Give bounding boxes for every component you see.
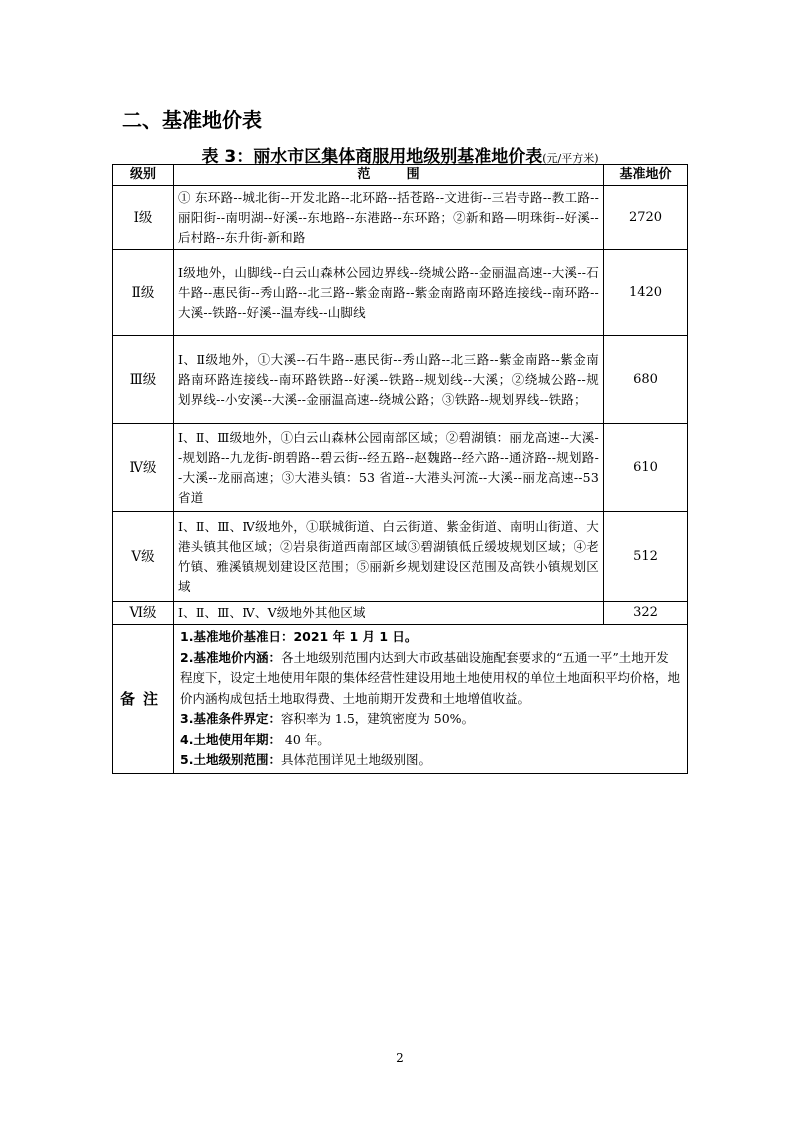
price-cell: 322: [604, 602, 688, 625]
note-text: 40 年。: [280, 731, 330, 747]
header-level: 级别: [113, 165, 174, 186]
table-row: [113, 336, 688, 424]
note-label: 4.土地使用年期：: [180, 731, 281, 747]
table-row: [113, 512, 688, 602]
table-unit: (元/平方米): [542, 152, 599, 165]
notes-row: [113, 625, 688, 774]
note-text: 具体范围详见土地级别图。: [280, 752, 431, 767]
header-price: 基准地价: [604, 165, 688, 186]
note-item: [180, 750, 681, 771]
section-title: 二、基准地价表: [122, 108, 262, 132]
price-cell: 512: [604, 512, 688, 602]
note-label: 3.基准条件界定：: [180, 711, 281, 726]
page-number: 2: [396, 1051, 404, 1065]
note-item: [180, 709, 681, 730]
note-item: [180, 730, 681, 751]
scope-cell: Ⅰ级地外，山脚线--白云山森林公园边界线--绕城公路--金丽温高速--大溪--石牛路--惠民街--秀山路--北三路--紫金南路--紫金南路南环路连接线--南环路--大溪--铁路--好溪--温寿线--山脚线: [174, 250, 604, 336]
level-cell: Ⅰ级: [113, 186, 174, 250]
level-cell: Ⅱ级: [113, 250, 174, 336]
note-text: 各土地级别范围内达到大市政基础设施配套要求的“五通一平”土地开发程度下，设定土地使用年限的集体经营性建设用地土地使用权的单位土地面积平均价格，地价内涵构成包括土地取得费、土地前期开发费和土地增值收益。: [180, 649, 681, 706]
table-row: [113, 250, 688, 336]
note-label: 2.基准地价内涵：: [180, 649, 281, 665]
level-cell: Ⅵ级: [113, 602, 174, 625]
note-label: 1.基准地价基准日：2021 年 1 月 1 日。: [180, 629, 418, 644]
note-text: 容积率为 1.5，建筑密度为 50%。: [280, 711, 475, 726]
note-item: [180, 627, 681, 648]
header-scope: 范 围: [174, 165, 604, 186]
scope-cell: Ⅰ、Ⅱ、Ⅲ、Ⅳ级地外，①联城街道、白云街道、紫金街道、南明山街道、大港头镇其他区域；②岩泉街道西南部区域③碧湖镇低丘缓坡规划区域；④老竹镇、雅溪镇规划建设区范围；⑤丽新乡规划建设区范围及高铁小镇规划区域: [174, 512, 604, 602]
note-label: 5.土地级别范围：: [180, 752, 281, 767]
scope-cell: Ⅰ、Ⅱ、Ⅲ级地外，①白云山森林公园南部区域；②碧湖镇：丽龙高速--大溪--规划路--九龙街-朗碧路--碧云街--经五路--赵魏路--经六路--通济路--规划路--大溪--龙丽高速；③大港头镇：53 省道--大港头河流--大溪--丽龙高速--53 省道: [174, 424, 604, 512]
table-row: [113, 186, 688, 250]
price-cell: 680: [604, 336, 688, 424]
table-title-text: 表 3：丽水市区集体商服用地级别基准地价表: [201, 147, 543, 167]
notes-cell: [174, 625, 688, 774]
price-cell: 2720: [604, 186, 688, 250]
level-cell: Ⅳ级: [113, 424, 174, 512]
note-item: [180, 648, 681, 710]
level-cell: Ⅲ级: [113, 336, 174, 424]
table-row: [113, 424, 688, 512]
scope-cell: ① 东环路--城北街--开发北路--北环路--括苍路--文进街--三岩寺路--教工路--丽阳街--南明湖--好溪--东地路--东港路--东环路；②新和路—明珠街--好溪--后村路--东升街-新和路: [174, 186, 604, 250]
price-cell: 1420: [604, 250, 688, 336]
table-row: [113, 602, 688, 625]
price-cell: 610: [604, 424, 688, 512]
notes-header: 备注: [113, 625, 174, 774]
land-price-table: [112, 164, 688, 774]
table-header-row: [113, 165, 688, 186]
scope-cell: Ⅰ、Ⅱ、Ⅲ、Ⅳ、Ⅴ级地外其他区域: [174, 602, 604, 625]
scope-cell: Ⅰ、Ⅱ级地外，①大溪--石牛路--惠民街--秀山路--北三路--紫金南路--紫金南路南环路连接线--南环路铁路--好溪--铁路--规划线--大溪；②绕城公路--规划界线--小安溪--大溪--金丽温高速--绕城公路；③铁路--规划界线--铁路；: [174, 336, 604, 424]
level-cell: Ⅴ级: [113, 512, 174, 602]
